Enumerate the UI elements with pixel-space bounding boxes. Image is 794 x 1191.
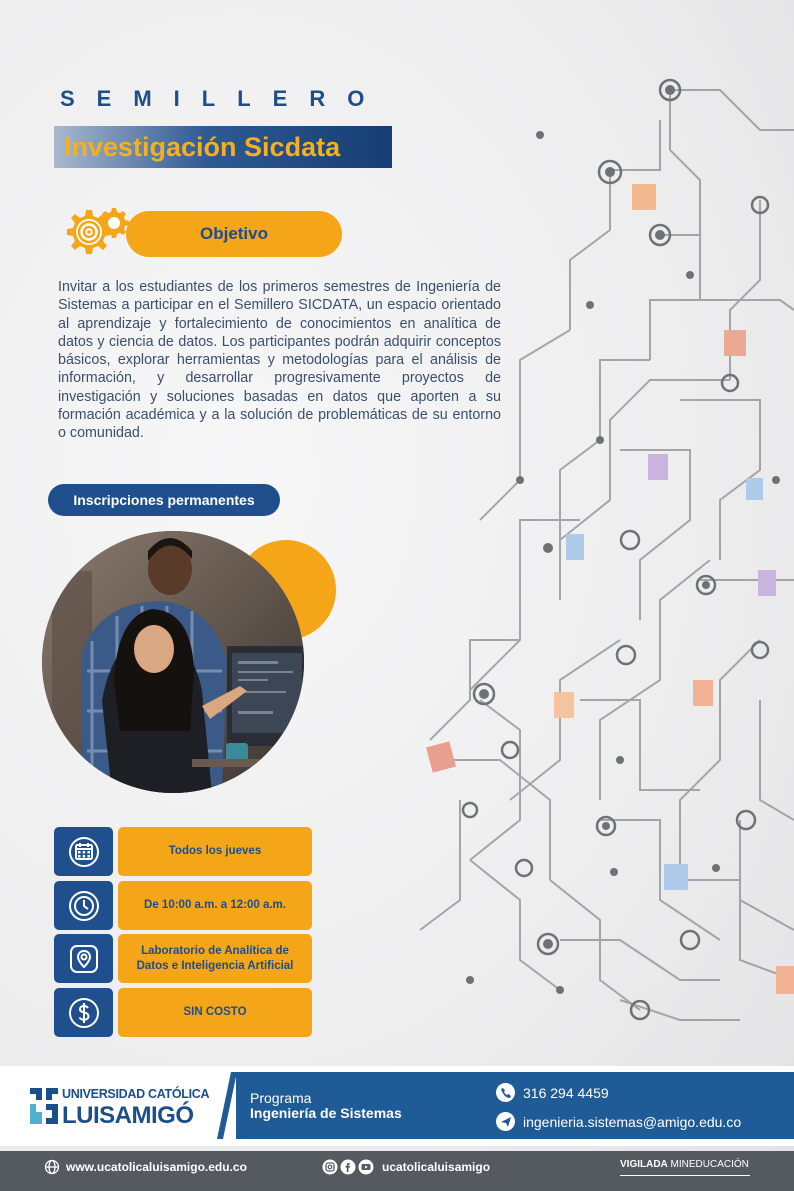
location-pin-icon <box>54 934 113 983</box>
email-address: ingenieria.sistemas@amigo.edu.co <box>523 1113 742 1130</box>
program-name: Ingeniería de Sistemas <box>250 1105 402 1121</box>
phone-number: 316 294 4459 <box>523 1084 609 1101</box>
vigilada-bold: VIGILADA <box>620 1159 668 1170</box>
university-logo <box>28 1082 218 1130</box>
dollar-icon <box>54 988 113 1037</box>
university-logo-bottom: LUISAMIGÓ <box>62 1102 194 1129</box>
objective-pill <box>126 211 342 257</box>
day-label: Todos los jueves <box>118 827 312 876</box>
students-photo <box>42 531 304 793</box>
calendar-icon <box>54 827 113 876</box>
vigilada-rest: MINEDUCACIÓN <box>667 1159 749 1170</box>
gear-target-icon <box>56 204 132 264</box>
social-handle: ucatolicaluisamigo <box>382 1160 491 1174</box>
footer-slash-decoration <box>217 1072 237 1139</box>
students-illustration <box>42 531 304 793</box>
phone-contact[interactable] <box>496 1083 609 1102</box>
program-label: Programa <box>250 1090 312 1106</box>
social-links[interactable] <box>322 1159 490 1175</box>
clock-icon <box>54 881 113 930</box>
social-icons <box>322 1159 378 1175</box>
website-url: www.ucatolicaluisamigo.edu.co <box>66 1160 247 1174</box>
objective-label: Objetivo <box>199 224 268 243</box>
email-contact[interactable] <box>496 1112 741 1131</box>
title-banner <box>54 126 392 168</box>
kicker-text: SEMILLERO <box>60 86 387 111</box>
page-title: Investigación Sicdata <box>64 131 341 162</box>
globe-icon <box>44 1159 60 1175</box>
enrollment-badge <box>48 484 280 516</box>
enrollment-label: Inscripciones permanentes <box>73 492 255 508</box>
phone-icon <box>496 1083 515 1102</box>
university-logo-icon <box>28 1086 60 1126</box>
objective-description: Invitar a los estudiantes de los primeros semestres de Ingeniería de Sistemas a participar en el Semillero SICDATA, un espacio orientado al aprendizaje y fortalecimiento de conocimientos en analítica de datos y ciencia de datos. Los participantes podrán adquirir conceptos básicos, explorar herramientas y metodologías para el análisis de información, y desarrollar progresivamente proyectos de investigación y soluciones basadas en datos que aporten a su formación académica y a la solución de problemáticas de su entorno o comunidad. <box>58 279 501 442</box>
cost-label: SIN COSTO <box>118 988 312 1037</box>
university-logo-top: UNIVERSIDAD CATÓLICA <box>62 1087 210 1101</box>
website-link[interactable] <box>44 1159 247 1175</box>
send-icon <box>496 1112 515 1131</box>
location-label: Laboratorio de Analítica de Datos e Inteligencia Artificial <box>118 934 312 983</box>
vigilada-badge <box>620 1159 750 1176</box>
time-label: De 10:00 a.m. a 12:00 a.m. <box>118 881 312 930</box>
